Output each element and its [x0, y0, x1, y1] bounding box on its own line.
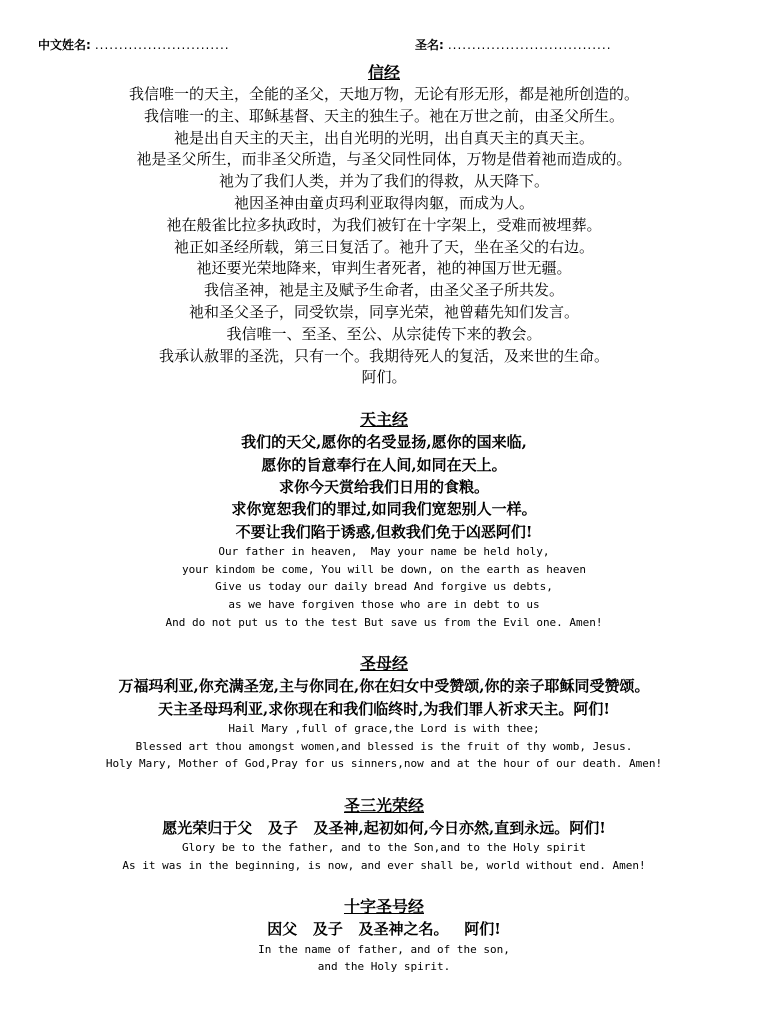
lords-prayer-title: 天主经	[359, 410, 408, 430]
hail-mary-zh-line: 天主圣母玛利亚,求你现在和我们临终时,为我们罪人祈求天主。阿们!	[157, 699, 611, 718]
creed-line: 祂是出自天主的天主，出自光明的光明，出自真天主的真天主。	[173, 128, 594, 147]
creed-line: 祂和圣父圣子，同受钦崇，同享光荣，祂曾藉先知们发言。	[188, 302, 579, 321]
lords-prayer-zh-line: 不要让我们陷于诱惑,但救我们免于凶恶阿们!	[235, 522, 533, 541]
creed-line: 祂是圣父所生，而非圣父所造，与圣父同性同体，万物是借着祂而造成的。	[136, 150, 632, 169]
lords-prayer-section	[0, 409, 768, 631]
creed-line: 祂还要光荣地降来，审判生者死者，祂的神国万世无疆。	[196, 259, 572, 278]
sign-of-cross-en-line: and the Holy spirit.	[317, 960, 451, 974]
creed-line: 我信唯一的主、耶稣基督、天主的独生子。祂在万世之前，由圣父所生。	[143, 106, 624, 125]
glory-be-zh-line: 愿光荣归于父 及子 及圣神,起初如何,今日亦然,直到永远。阿们!	[162, 818, 606, 837]
creed-line: 我承认赦罪的圣洗，只有一个。我期待死人的复活，及来世的生命。	[158, 346, 609, 365]
chinese-name-field	[38, 36, 230, 53]
saint-name-field	[415, 36, 612, 53]
lords-prayer-en-line: Give us today our daily bread And forgive us debts,	[215, 580, 553, 594]
creed-line: 祂在般雀比拉多执政时，为我们被钉在十字架上，受难而被埋葬。	[166, 215, 602, 234]
sign-of-cross-section	[0, 896, 768, 976]
hail-mary-title: 圣母经	[359, 654, 408, 674]
glory-be-title: 圣三光荣经	[343, 795, 424, 815]
lords-prayer-en-line: And do not put us to the test But save us from the Evil one. Amen!	[165, 615, 603, 629]
hail-mary-en-line: Hail Mary ,full of grace,the Lord is with thee;	[228, 721, 540, 735]
name-header	[0, 36, 768, 58]
creed-title: 信经	[367, 63, 400, 82]
chinese-name-label: 中文姓名:	[38, 38, 91, 52]
hail-mary-zh-line: 万福玛利亚,你充满圣宠,主与你同在,你在妇女中受赞颂,你的亲子耶稣同受赞颂。	[118, 677, 650, 696]
lords-prayer-zh-line: 求你宽恕我们的罪过,如同我们宽恕别人一样。	[231, 500, 537, 519]
creed-line: 祂正如圣经所载，第三日复活了。祂升了天，坐在圣父的右边。	[173, 237, 594, 256]
chinese-name-blank: ............................	[94, 38, 230, 52]
creed-line: 祂因圣神由童贞玛利亚取得肉躯，而成为人。	[233, 193, 534, 212]
hail-mary-section	[0, 653, 768, 773]
glory-be-en-line: Glory be to the father, and to the Son,and to the Holy spirit	[182, 841, 586, 855]
saint-name-label: 圣名:	[415, 38, 444, 52]
saint-name-blank: ..................................	[447, 38, 612, 52]
lords-prayer-en-line: your kindom be come, You will be down, on the earth as heaven	[182, 562, 586, 576]
creed-line: 我信唯一的天主，全能的圣父，天地万物，无论有形无形，都是祂所创造的。	[128, 85, 639, 103]
lords-prayer-en-line: Our father in heaven, May your name be held holy,	[218, 545, 550, 559]
creed-line: 我信圣神，祂是主及赋予生命者，由圣父圣子所共发。	[203, 281, 564, 300]
hail-mary-en-line: Blessed art thou amongst women,and blessed is the fruit of thy womb, Jesus.	[135, 739, 633, 753]
creed-line: 阿们。	[361, 368, 407, 387]
glory-be-section	[0, 795, 768, 875]
glory-be-en-line: As it was in the beginning, is now, and ever shall be, world without end. Amen!	[122, 858, 646, 872]
creed-section	[0, 62, 768, 389]
lords-prayer-zh-line: 愿你的旨意奉行在人间,如同在天上。	[261, 455, 507, 474]
lords-prayer-zh-line: 求你今天赏给我们日用的食粮。	[278, 477, 489, 496]
creed-line: 我信唯一、至圣、至公、从宗徒传下来的教会。	[226, 324, 542, 343]
lords-prayer-en-line: as we have forgiven those who are in debt to us	[228, 597, 540, 611]
hail-mary-en-line: Holy Mary, Mother of God,Pray for us sinners,now and at the hour of our death. Amen!	[105, 757, 663, 771]
lords-prayer-zh-line: 我们的天父,愿你的名受显扬,愿你的国来临,	[241, 433, 527, 452]
sign-of-cross-en-line: In the name of father, and of the son,	[258, 942, 510, 956]
sign-of-cross-title: 十字圣号经	[343, 897, 424, 917]
creed-line: 祂为了我们人类，并为了我们的得救，从天降下。	[218, 172, 549, 191]
sign-of-cross-zh-line: 因父 及子 及圣神之名。 阿们!	[267, 920, 501, 939]
